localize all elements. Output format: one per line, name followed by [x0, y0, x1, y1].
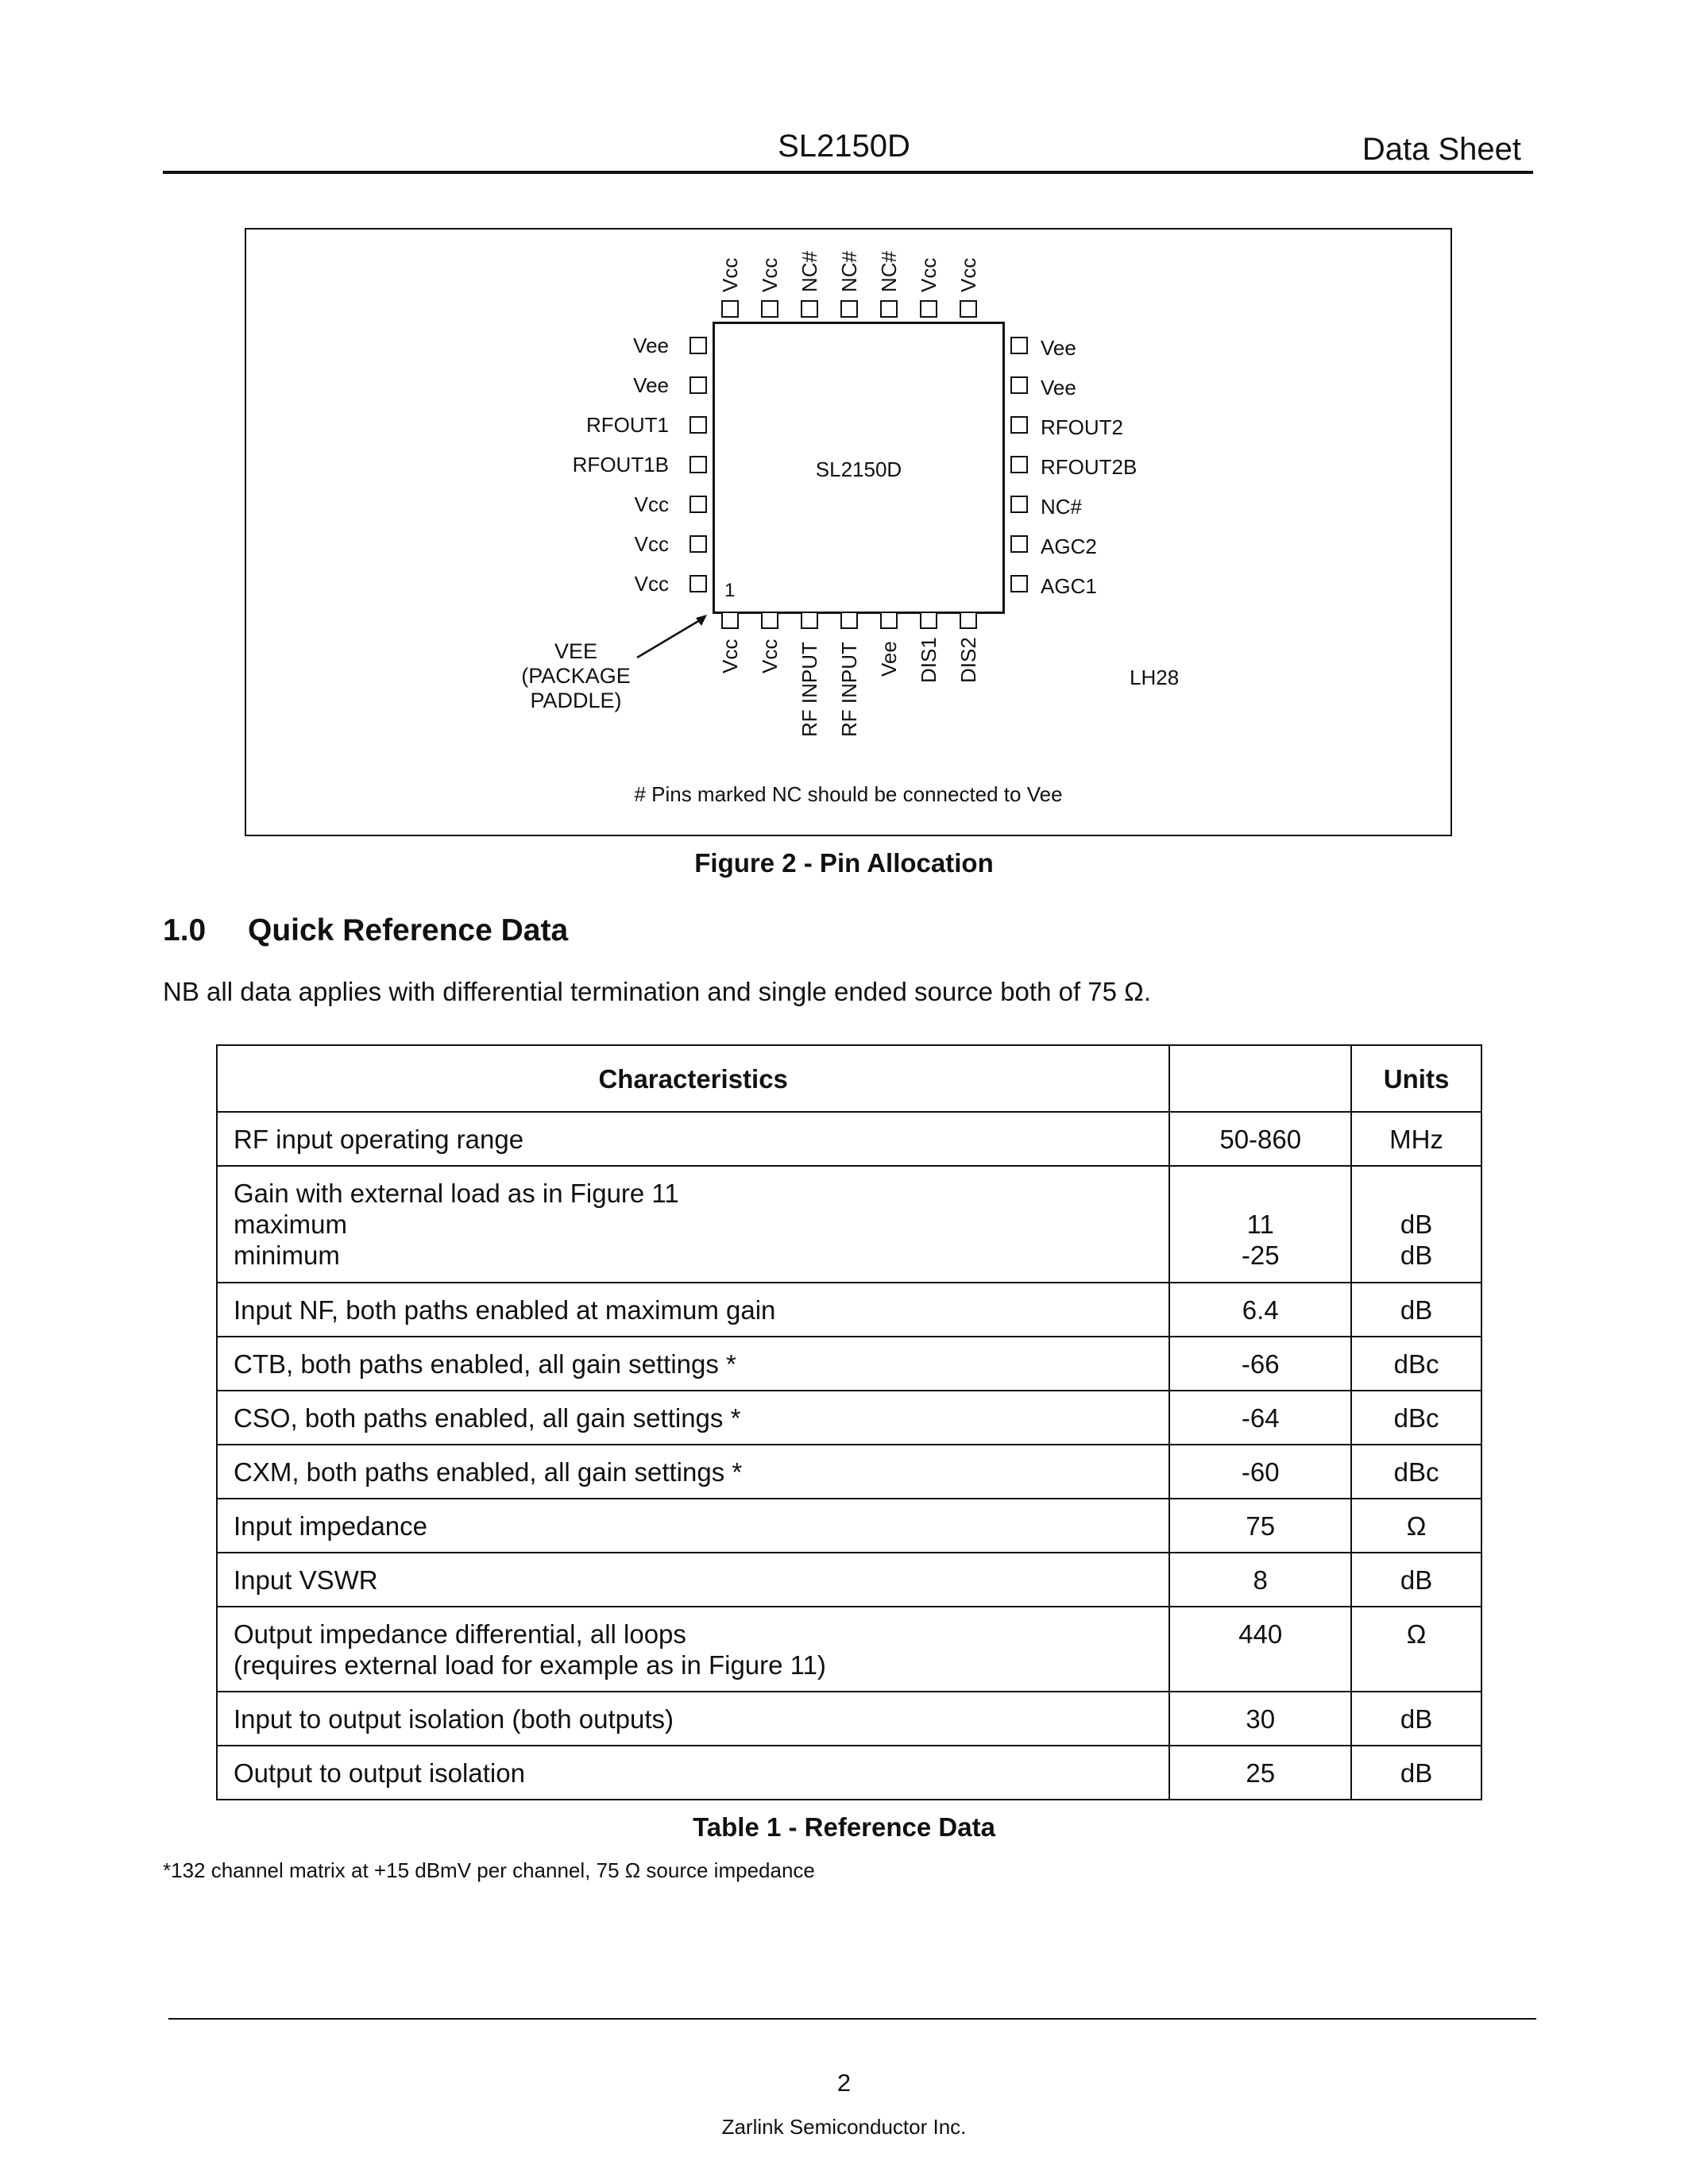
pin1-marker: 1 — [724, 580, 736, 601]
document-type: Data Sheet — [1362, 132, 1521, 167]
bottom-pin-label: DIS1 — [917, 637, 941, 683]
table-caption: Table 1 - Reference Data — [693, 1812, 995, 1842]
right-pin-label: RFOUT2B — [1041, 455, 1138, 479]
table-row: RF input operating range 50-860 MHz — [217, 1112, 1481, 1166]
bottom-pin-label: RF INPUT — [798, 642, 821, 737]
table-header-row — [217, 1045, 1481, 1112]
nc-pin-note: # Pins marked NC should be connected to Vee — [634, 782, 1063, 806]
left-pin-pad — [689, 496, 707, 513]
table-row: Gain with external load as in Figure 11 maximum minimum 11 -25 dB dB — [217, 1166, 1481, 1283]
top-pin-pad — [761, 300, 778, 318]
right-pin-pad — [1010, 376, 1028, 394]
header-characteristics: Characteristics — [217, 1045, 1169, 1112]
top-pin-label: Vcc — [718, 257, 742, 292]
top-pin-pad — [840, 300, 858, 318]
package-paddle-label: VEE (PACKAGE PADDLE) — [521, 639, 631, 712]
section-number: 1.0 — [163, 913, 207, 947]
table-row: CXM, both paths enabled, all gain settings * -60 dBc — [217, 1445, 1481, 1499]
left-pin-pad — [689, 376, 707, 394]
bottom-pin-pad — [721, 612, 739, 629]
chip-name: SL2150D — [815, 457, 902, 481]
bottom-pin-pad — [880, 612, 898, 629]
top-pin-pad — [960, 300, 977, 318]
bottom-pin-pad — [960, 612, 977, 629]
document-title: SL2150D — [778, 129, 910, 164]
footer-rule — [168, 2018, 1536, 2020]
right-pin-pad — [1010, 337, 1028, 354]
right-pin-label: AGC1 — [1041, 574, 1097, 598]
bottom-pin-label: Vcc — [718, 639, 742, 673]
figure-caption: Figure 2 - Pin Allocation — [694, 848, 994, 878]
top-pin-pad — [801, 300, 818, 318]
header-value — [1169, 1045, 1351, 1112]
right-pin-label: RFOUT2 — [1041, 415, 1123, 439]
header-rule — [163, 171, 1533, 174]
bottom-pin-pad — [761, 612, 778, 629]
top-pin-pad — [880, 300, 898, 318]
left-pin-pad — [689, 575, 707, 592]
right-pin-pad — [1010, 416, 1028, 434]
right-pin-label: Vee — [1041, 336, 1076, 360]
left-pin-label: RFOUT1 — [586, 413, 669, 437]
table-row: Input VSWR 8 dB — [217, 1553, 1481, 1607]
bottom-pin-label: Vcc — [758, 639, 782, 673]
top-pin-pad — [920, 300, 937, 318]
left-pin-pad — [689, 535, 707, 553]
right-pin-label: AGC2 — [1041, 534, 1097, 558]
left-pin-label: Vee — [633, 334, 669, 357]
left-pin-pad — [689, 416, 707, 434]
left-pin-label: Vee — [633, 373, 669, 397]
top-pin-label: Vcc — [956, 257, 980, 292]
table-row: Input impedance 75 Ω — [217, 1499, 1481, 1553]
top-pin-pad — [721, 300, 739, 318]
table-row: Output impedance differential, all loops (requires external load for example as in Figure 11) 440 Ω — [217, 1607, 1481, 1692]
left-pin-label: Vcc — [634, 532, 669, 556]
left-pin-label: RFOUT1B — [572, 453, 669, 477]
bottom-pin-label: RF INPUT — [837, 642, 861, 737]
top-pin-label: NC# — [877, 250, 901, 292]
right-pin-pad — [1010, 575, 1028, 592]
top-pin-label: NC# — [837, 250, 861, 292]
top-pin-label: Vcc — [758, 257, 782, 292]
table-footnote: *132 channel matrix at +15 dBmV per channel, 75 Ω source impedance — [163, 1858, 815, 1882]
company-name: Zarlink Semiconductor Inc. — [721, 2115, 967, 2139]
table-row: CTB, both paths enabled, all gain settings * -66 dBc — [217, 1337, 1481, 1391]
left-pin-pad — [689, 456, 707, 473]
header-units: Units — [1351, 1045, 1481, 1112]
table-row: Input NF, both paths enabled at maximum gain 6.4 dB — [217, 1283, 1481, 1337]
table-row: Output to output isolation 25 dB — [217, 1746, 1481, 1800]
bottom-pin-pad — [801, 612, 818, 629]
right-pin-pad — [1010, 456, 1028, 473]
right-pin-pad — [1010, 496, 1028, 513]
table-row: Input to output isolation (both outputs) 30 dB — [217, 1692, 1481, 1746]
bottom-pin-pad — [840, 612, 858, 629]
right-pin-label: NC# — [1041, 495, 1083, 519]
table-row: CSO, both paths enabled, all gain settings * -64 dBc — [217, 1391, 1481, 1445]
top-pin-label: NC# — [798, 250, 821, 292]
right-pin-pad — [1010, 535, 1028, 553]
top-pin-label: Vcc — [917, 257, 941, 292]
page-number: 2 — [836, 2069, 852, 2097]
reference-data-table — [216, 1044, 1482, 1800]
left-pin-label: Vcc — [634, 572, 669, 596]
left-pin-label: Vcc — [634, 492, 669, 516]
package-code: LH28 — [1130, 666, 1180, 689]
left-pin-pad — [689, 337, 707, 354]
bottom-pin-label: Vee — [877, 641, 901, 677]
bottom-pin-label: DIS2 — [956, 637, 980, 683]
section-note: NB all data applies with differential termination and single ended source both of 75 Ω. — [163, 977, 1151, 1006]
section-title: Quick Reference Data — [248, 913, 569, 947]
right-pin-label: Vee — [1041, 376, 1076, 399]
bottom-pin-pad — [920, 612, 937, 629]
